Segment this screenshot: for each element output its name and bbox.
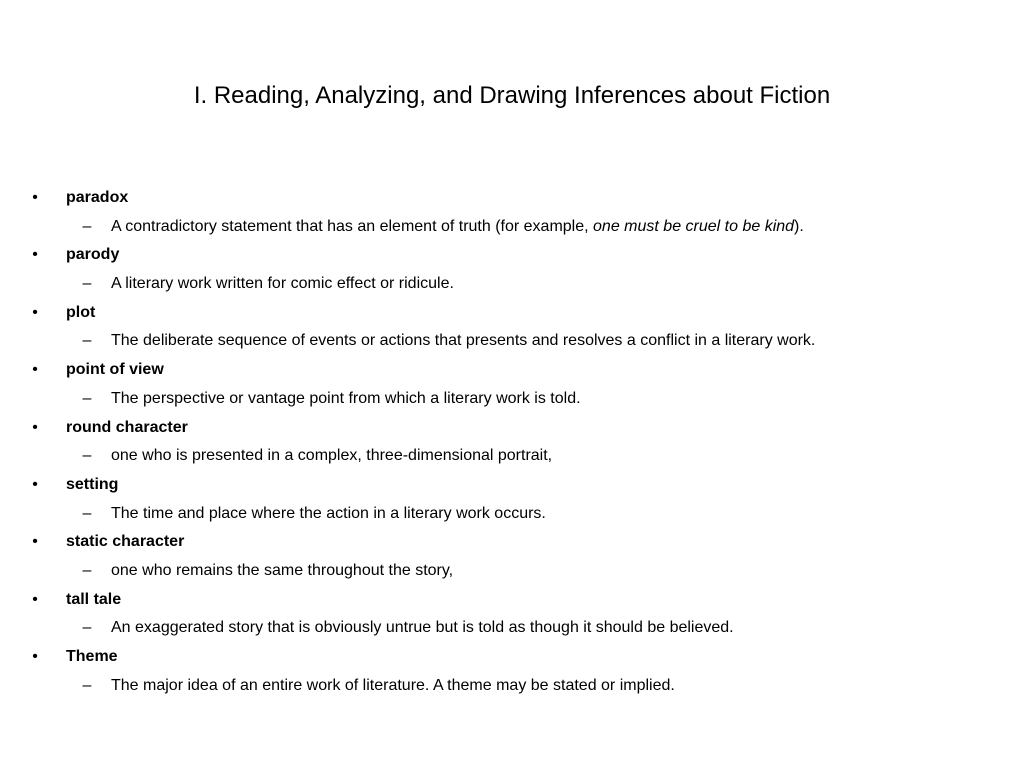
term-row	[30, 643, 990, 672]
dash-icon: –	[82, 275, 92, 293]
term-row	[30, 414, 990, 443]
term-label: Theme	[66, 648, 118, 665]
term-label: setting	[66, 475, 119, 493]
bullet-icon: •	[32, 361, 38, 379]
definition-text: The perspective or vantage point from which a literary work is told.	[111, 389, 581, 407]
term-label: static character	[66, 533, 185, 551]
definition-row	[30, 213, 990, 242]
dash-icon: –	[82, 619, 92, 637]
term-item-tall-tale	[30, 586, 990, 643]
term-list	[30, 184, 990, 700]
definition-text: The time and place where the action in a literary work occurs.	[111, 504, 546, 522]
bullet-icon: •	[32, 648, 38, 665]
term-label: parody	[66, 246, 120, 264]
dash-icon: –	[82, 332, 92, 350]
definition-text-end: ).	[794, 217, 804, 235]
term-item-paradox	[30, 184, 990, 241]
term-item-parody	[30, 241, 990, 298]
definition-text: The deliberate sequence of events or actions that presents and resolves a conflict in a literary work.	[111, 332, 816, 350]
slide-title: I. Reading, Analyzing, and Drawing Inferences about Fiction	[193, 82, 831, 109]
term-label: tall tale	[66, 590, 122, 608]
term-item-plot	[30, 299, 990, 356]
definition-text: A literary work written for comic effect or ridicule.	[111, 275, 454, 293]
term-label: round character	[66, 418, 188, 436]
term-row	[30, 586, 990, 615]
bullet-icon: •	[32, 418, 38, 436]
dash-icon: –	[82, 389, 92, 407]
bullet-icon: •	[32, 246, 38, 264]
definition-row	[30, 672, 990, 701]
bullet-icon: •	[32, 590, 38, 608]
term-row	[30, 184, 990, 213]
term-row	[30, 471, 990, 500]
definition-row	[30, 557, 990, 586]
dash-icon: –	[82, 504, 92, 522]
term-row	[30, 356, 990, 385]
term-item-point-of-view	[30, 356, 990, 413]
definition-text-start: A contradictory statement that has an element of truth (for example,	[111, 217, 594, 235]
dash-icon: –	[82, 217, 92, 235]
definition-row	[30, 614, 990, 643]
bullet-icon: •	[32, 475, 38, 493]
definition-text: The major idea of an entire work of literature. A theme may be stated or implied.	[111, 676, 675, 694]
bullet-icon: •	[32, 303, 38, 321]
term-row	[30, 528, 990, 557]
term-item-theme	[30, 643, 990, 700]
term-row	[30, 299, 990, 328]
term-label: paradox	[66, 189, 129, 206]
definition-row	[30, 500, 990, 529]
definition-row	[30, 327, 990, 356]
dash-icon: –	[82, 447, 92, 465]
term-item-setting	[30, 471, 990, 528]
definition-text	[111, 213, 804, 242]
definition-row	[30, 270, 990, 299]
definition-row	[30, 385, 990, 414]
dash-icon: –	[82, 676, 92, 694]
definition-text: An exaggerated story that is obviously untrue but is told as though it should be believed.	[111, 619, 734, 637]
definition-row	[30, 442, 990, 471]
dash-icon: –	[82, 561, 92, 579]
definition-text: one who remains the same throughout the story,	[111, 561, 454, 579]
bullet-icon: •	[32, 533, 38, 551]
term-item-static-character	[30, 528, 990, 585]
term-label: plot	[66, 303, 96, 321]
bullet-icon: •	[32, 189, 38, 206]
term-item-round-character	[30, 414, 990, 471]
definition-example: one must be cruel to be kind	[593, 217, 795, 235]
definition-text: one who is presented in a complex, three-dimensional portrait,	[111, 447, 553, 465]
term-label: point of view	[66, 361, 164, 379]
term-row	[30, 241, 990, 270]
